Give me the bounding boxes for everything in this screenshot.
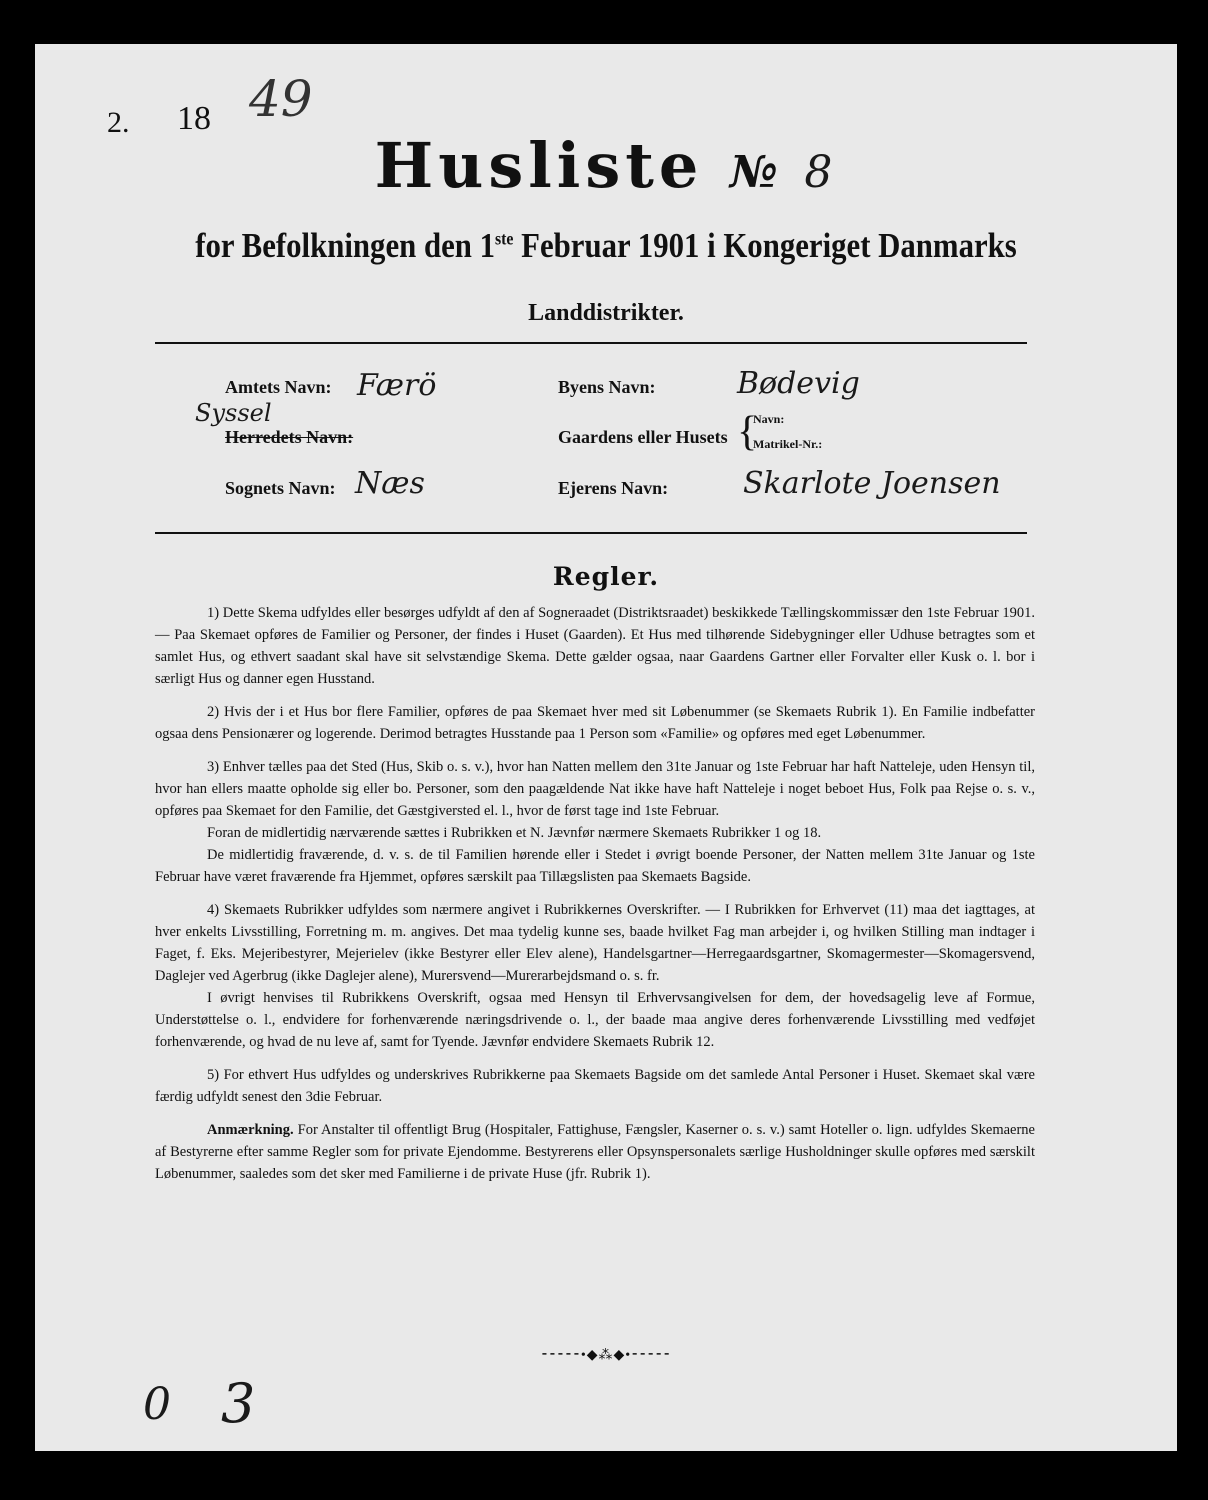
navn-label: Navn:: [753, 412, 785, 426]
title-text: Husliste: [374, 129, 704, 202]
subtitle-pre: for Befolkningen den 1: [195, 226, 495, 265]
rules-heading: Regler.: [552, 562, 660, 591]
rule-5: 5) For ethvert Hus udfyldes og underskrives Rubrikkerne paa Skemaets Bagside om det samlede Antal Personer i Huset. Skemaet skal være færdig udfyldt senest den 3die Februar.: [155, 1067, 1035, 1105]
archive-stamp-number: 18: [177, 100, 211, 137]
sogn-value: Næs: [355, 466, 425, 501]
bottom-rule: [155, 532, 1027, 534]
anmaerkning-label: Anmærkning.: [207, 1122, 294, 1138]
subtitle-sup: ste: [494, 228, 514, 249]
handwritten-archive-number: 49: [249, 70, 313, 128]
bottom-number-right: 3: [221, 1372, 256, 1435]
rule-1: 1) Dette Skema udfyldes eller besørges udfyldt af den af Sogneraadet (Distriktsraadet) beskikkede Tællingskommissær den 1ste Februar 1901. — Paa Skemaet opføres de Familier og Personer, der findes i Huset (Gaarden). Et Hus med tilhørende Sidebygninger eller Udhuse betragtes som et samlet Hus, og ethvert saadant skal have sit selvstændige Skema. Dette gælder ogsaa, naar Gaardens Gartner eller Forvalter eller Kusk o. l. bor i særligt Hus og danner egen Husstand.: [155, 605, 1035, 687]
list-number: 8: [804, 147, 838, 198]
rule-4-oevrigt: I øvrigt henvises til Rubrikkens Overskrift, ogsaa med Hensyn til Erhvervsangivelsen for dem, der hovedsagelig leve af Formue, Understøttelse o. l., endvidere for forhenværende næringsdrivende o. l., der baade maa angive deres forhenværende Livsstilling med vedføjet forhenværende, og hvad de nu leve af, samt for Tyende. Jævnfør endvidere Skemaets Rubrik 12.: [155, 990, 1035, 1050]
matrikel-label: Matrikel-Nr.:: [753, 437, 823, 451]
census-form-page: [35, 44, 1177, 1451]
top-rule: [155, 342, 1027, 344]
bottom-number-left: 0: [143, 1379, 171, 1430]
rule-3-fravaerende: De midlertidig fraværende, d. v. s. de til Familien hørende eller i Stedet i øvrigt boende Personer, der Natten mellem 31te Januar og 1ste Februar have været fraværende fra Hjemmet, opføres særskilt paa Tillægslisten paa Skemaets Bagside.: [155, 847, 1035, 885]
herred-value: Syssel: [195, 399, 272, 427]
form-subtitle: [104, 226, 1109, 266]
subtitle-post: Februar 1901 i Kongeriget Danmarks: [513, 226, 1017, 265]
amt-label: Amtets Navn:: [225, 377, 332, 397]
brace: {: [737, 409, 758, 455]
rule-3: 3) Enhver tælles paa det Sted (Hus, Skib o. s. v.), hvor han Natten mellem den 31te Januar og 1ste Februar har haft Natteleje, uden Hensyn til, hvor han ellers maatte opholde sig eller bo. Personer, som den paagældende Nat ikke have haft Natteleje i noget beboet Hus, Folk paa Rejse o. s. v., opføres paa Skemaet for den Familie, det Gæstgiversted el. l., hvor de først tage ind 1ste Februar.: [155, 759, 1035, 819]
rules-body: [155, 602, 1035, 1196]
rule-4: 4) Skemaets Rubrikker udfyldes som nærmere angivet i Rubrikkernes Overskrifter. — I Rubrikken for Erhvervet (11) maa det iagttages, at hver enkelts Livsstilling, Forretning m. m. angives. Det maa tydelig kunne ses, baade hvilket Fag man arbejder i, og hvilken Stilling man indtager i Faget, f. Eks. Mejeribestyrer, Mejerielev (ikke Bestyrer eller Elev alene), Handelsgartner—Herregaardsgartner, Skomagermester—Skomagersvend, Daglejer ved Agerbrug (ikke Daglejer alene), Murersvend—Murerarbejdsmand o. s. fr.: [155, 902, 1035, 984]
ejer-value: Skarlote Joensen: [743, 466, 1001, 501]
by-label: Byens Navn:: [558, 377, 656, 397]
herred-label: Herredets Navn:: [225, 427, 354, 447]
amt-value: Færö: [357, 368, 437, 403]
rule-2: 2) Hvis der i et Hus bor flere Familier, opføres de paa Skemaet hver med sit Løbenummer (se Skemaets Rubrik 1). En Familie indbefatter ogsaa dens Pensionærer og logerende. Derimod betragtes Husstande paa 1 Person som «Familie» og opføres med eget Løbenummer.: [155, 704, 1035, 742]
ornament-divider: ⁃⁃⁃⁃⁃•◆⁂◆•⁃⁃⁃⁃⁃: [540, 1348, 672, 1363]
district-heading: Landdistrikter.: [528, 300, 684, 326]
anmaerkning: [155, 1119, 1035, 1185]
rule-3-foran: Foran de midlertidig nærværende sættes i Rubrikken et N. Jævnfør nærmere Skemaets Rubrikker 1 og 18.: [207, 825, 822, 841]
by-value: Bødevig: [737, 366, 860, 401]
gaard-label: Gaardens eller Husets: [558, 427, 728, 447]
form-title: [35, 129, 1177, 202]
number-sign: №: [729, 147, 778, 198]
archive-stamp-left: 2.: [107, 106, 130, 139]
ejer-label: Ejerens Navn:: [558, 478, 669, 498]
anmaerkning-text: For Anstalter til offentligt Brug (Hospitaler, Fattighuse, Fængsler, Kaserner o. s. v.) samt Hoteller o. lign. udfyldes Skemaerne af Bestyrerne efter samme Regler som for private Ejendomme. Bestyrerens eller Opsynspersonalets særlige Husholdninger skulle opføres med særskilt Løbenummer, saaledes som det sker med Familierne i de private Huse (jfr. Rubrik 1).: [155, 1122, 1035, 1182]
sogn-label: Sognets Navn:: [225, 478, 336, 498]
